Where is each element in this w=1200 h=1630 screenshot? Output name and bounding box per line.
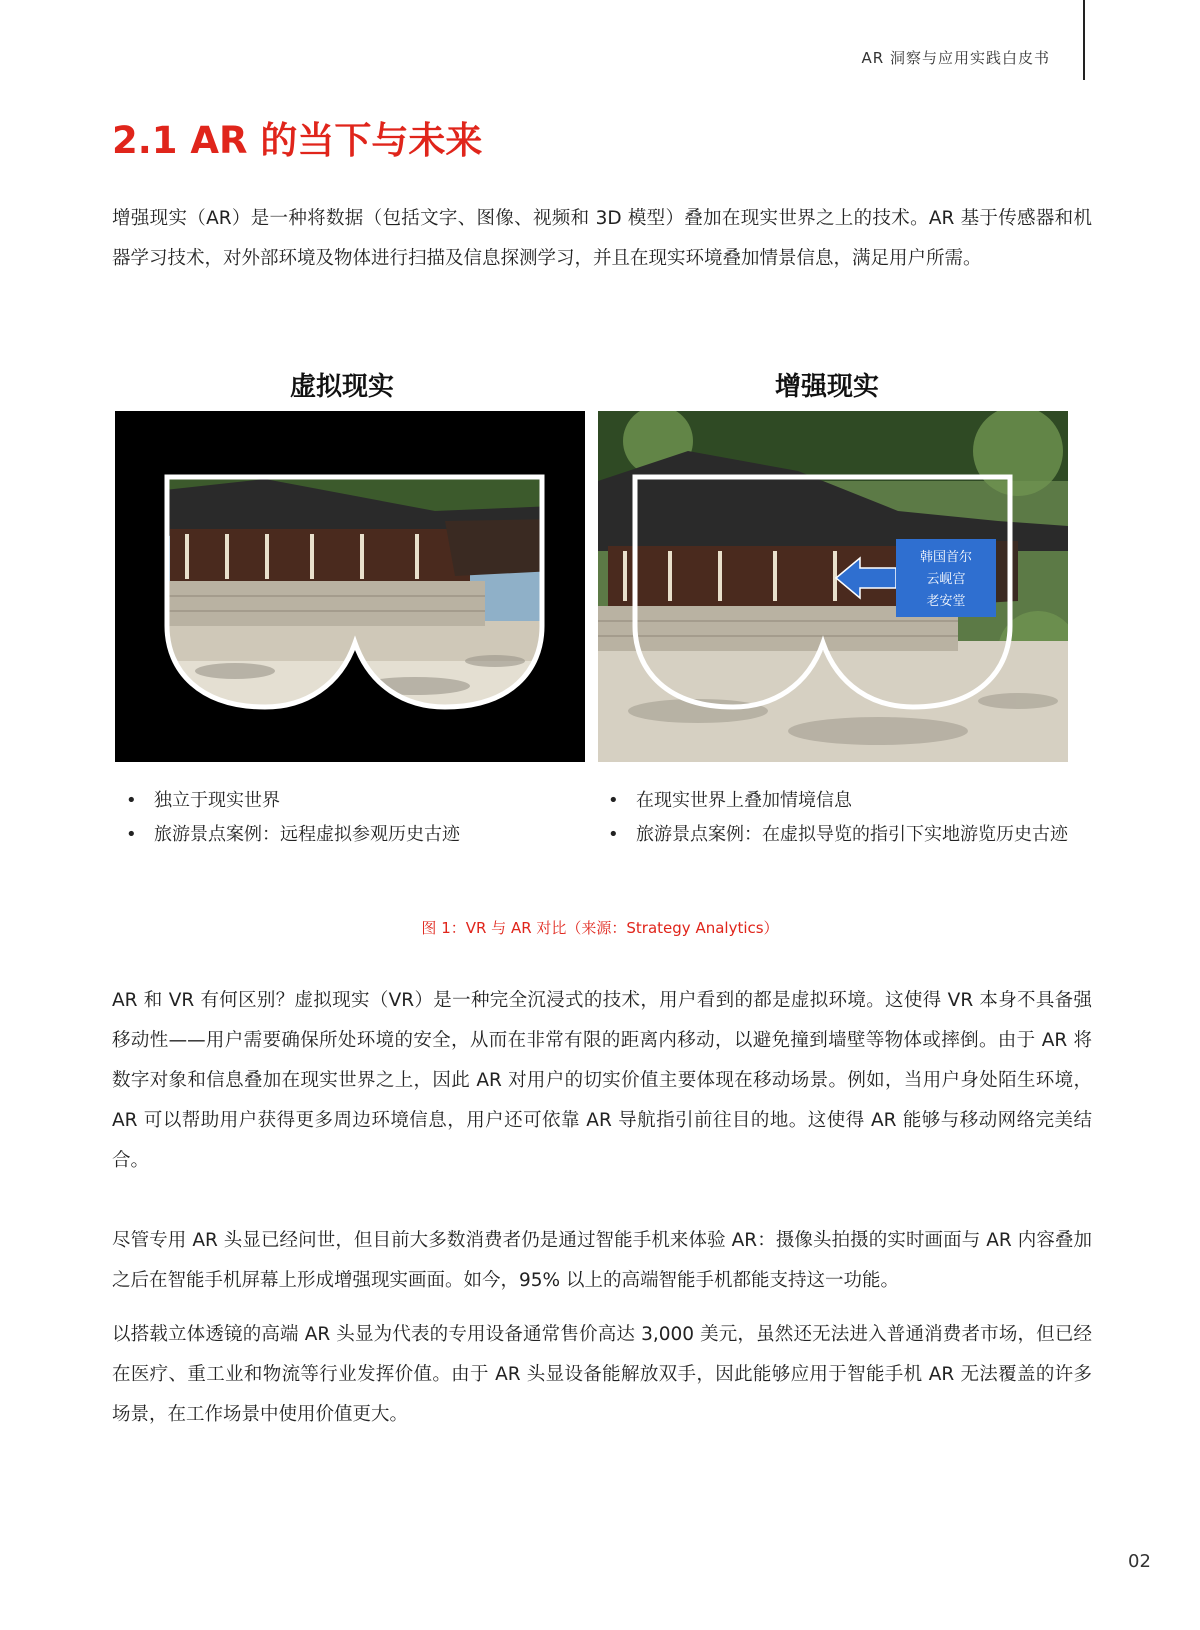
list-item-text: 旅游景点案例：远程虚拟参观历史古迹 — [154, 824, 460, 845]
bullet-icon: • — [608, 790, 619, 811]
page-number: 02 — [1128, 1551, 1151, 1572]
figure-caption: 图 1：VR 与 AR 对比（来源：Strategy Analytics） — [421, 919, 779, 937]
list-item — [600, 822, 1070, 847]
vr-photo — [115, 411, 585, 762]
list-item-text: 旅游景点案例：在虚拟导览的指引下实地游览历史古迹 — [636, 824, 1068, 845]
bullet-icon: • — [126, 824, 137, 845]
ar-photo — [598, 411, 1068, 762]
ar-bullet-list — [600, 788, 1070, 856]
list-item-text: 独立于现实世界 — [154, 790, 280, 811]
header-rule — [1083, 0, 1085, 80]
bullet-icon: • — [608, 824, 619, 845]
smartphone-paragraph: 尽管专用 AR 头显已经问世，但目前大多数消费者仍是通过智能手机来体验 AR：摄像头拍摄的实时画面与 AR 内容叠加之后在智能手机屏幕上形成增强现实画面。如今，95% 以上的高端智能手机都能支持这一功能。 — [112, 1230, 1092, 1291]
intro-paragraph: 增强现实（AR）是一种将数据（包括文字、图像、视频和 3D 模型）叠加在现实世界之上的技术。AR 基于传感器和机器学习技术，对外部环境及物体进行扫描及信息探测学习，并且在现实环境叠加情景信息，满足用户所需。 — [112, 208, 1092, 269]
document-title: AR 洞察与应用实践白皮书 — [861, 49, 1050, 67]
vr-diff-paragraph: AR 和 VR 有何区别？虚拟现实（VR）是一种完全沉浸式的技术，用户看到的都是虚拟环境。这使得 VR 本身不具备强移动性——用户需要确保所处环境的安全，从而在非常有限的距离内移动，以避免撞到墙壁等物体或摔倒。由于 AR 将数字对象和信息叠加在现实世界之上，因此 AR 对用户的切实价值主要体现在移动场景。例如，当用户身处陌生环境，AR 可以帮助用户获得更多周边环境信息，用户还可依靠 AR 导航指引前往目的地。这使得 AR 能够与移动网络完美结合。 — [112, 990, 1092, 1171]
list-item — [118, 822, 568, 847]
ar-info-line: 老安堂 — [926, 593, 966, 608]
list-item-text: 在现实世界上叠加情境信息 — [636, 790, 852, 811]
bullet-icon: • — [126, 790, 137, 811]
ar-heading: 增强现实 — [775, 372, 880, 402]
ar-info-line: 韩国首尔 — [919, 549, 973, 564]
vr-heading: 虚拟现实 — [290, 372, 395, 402]
list-item — [600, 788, 1070, 813]
section-title: 2.1 AR 的当下与未来 — [112, 119, 483, 162]
ar-info-line: 云岘宫 — [926, 571, 966, 586]
list-item — [118, 788, 568, 813]
headset-paragraph: 以搭载立体透镜的高端 AR 头显为代表的专用设备通常售价高达 3,000 美元，虽然还无法进入普通消费者市场，但已经在医疗、重工业和物流等行业发挥价值。由于 AR 头显设备能解放双手，因此能够应用于智能手机 AR 无法覆盖的许多场景，在工作场景中使用价值更大。 — [112, 1324, 1092, 1425]
vr-bullet-list — [118, 788, 568, 856]
